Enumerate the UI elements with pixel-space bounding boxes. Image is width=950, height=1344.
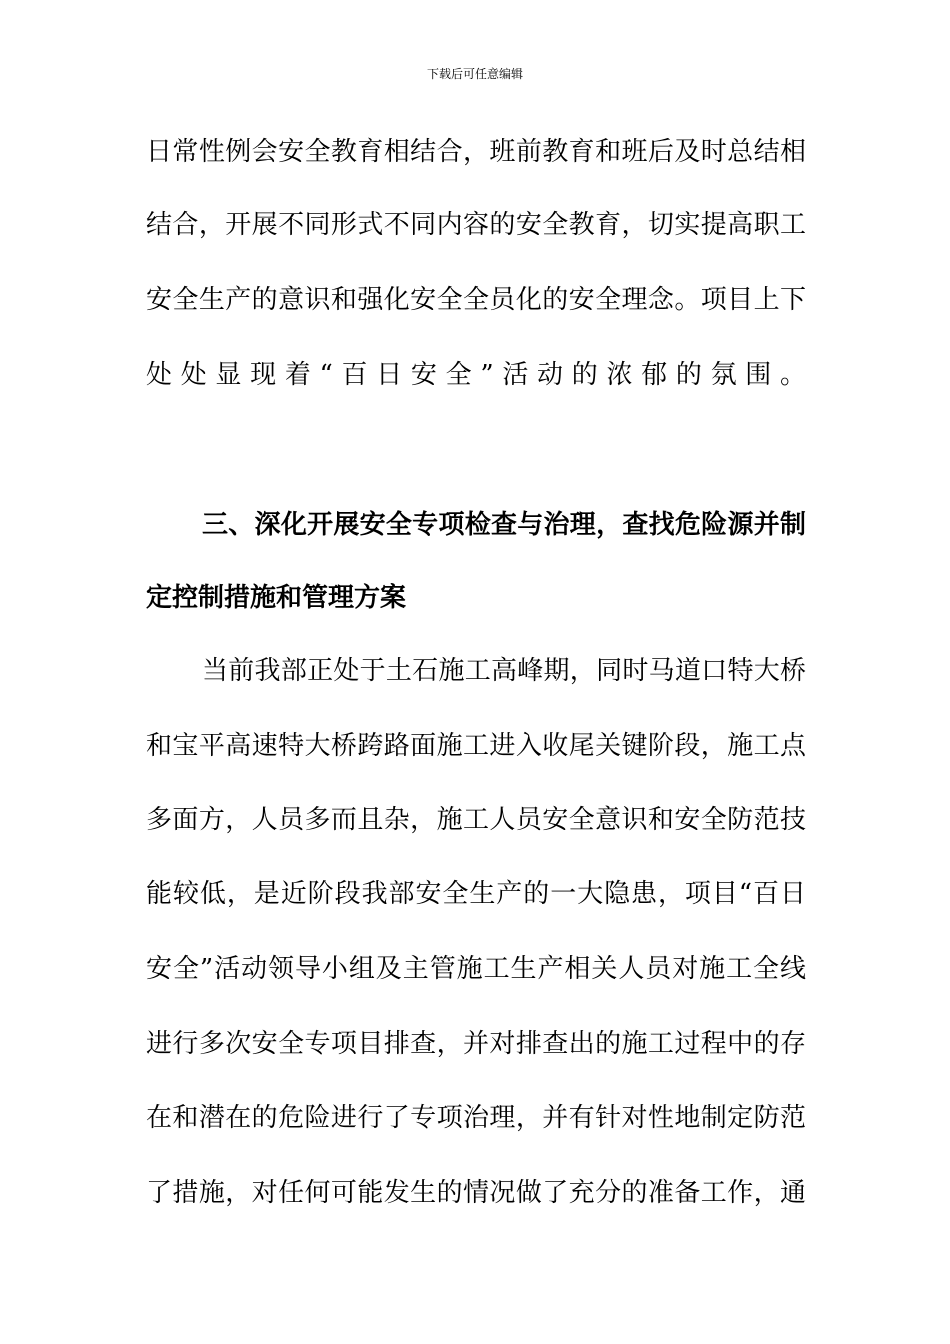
header-note: 下载后可任意编辑 [426, 67, 523, 81]
text-line: 日常性例会安全教育相结合，班前教育和班后及时总结相 [146, 137, 806, 167]
text-line: 处处显现着“百日安全”活动的浓郁的氛围。 [146, 360, 806, 390]
text-line: 安全”活动领导小组及主管施工生产相关人员对施工全线 [146, 954, 806, 984]
heading-line: 定控制措施和管理方案 [146, 583, 407, 613]
text-line: 进行多次安全专项目排查，并对排查出的施工过程中的存 [146, 1029, 806, 1059]
text-line: 了措施，对任何可能发生的情况做了充分的准备工作，通 [146, 1178, 806, 1208]
text-line: 多面方，人员多而且杂，施工人员安全意识和安全防范技 [146, 805, 806, 835]
text-line: 结合，开展不同形式不同内容的安全教育，切实提高职工 [146, 210, 806, 240]
text-line: 能较低，是近阶段我部安全生产的一大隐患，项目“百日 [146, 879, 806, 909]
heading-line: 三、深化开展安全专项检查与治理，查找危险源并制 [202, 510, 806, 540]
text-line: 在和潜在的危险进行了专项治理，并有针对性地制定防范 [146, 1103, 806, 1133]
text-line: 当前我部正处于土石施工高峰期，同时马道口特大桥 [202, 656, 806, 686]
text-line: 和宝平高速特大桥跨路面施工进入收尾关键阶段，施工点 [146, 731, 806, 761]
text-line: 安全生产的意识和强化安全全员化的安全理念。项目上下 [146, 285, 806, 315]
